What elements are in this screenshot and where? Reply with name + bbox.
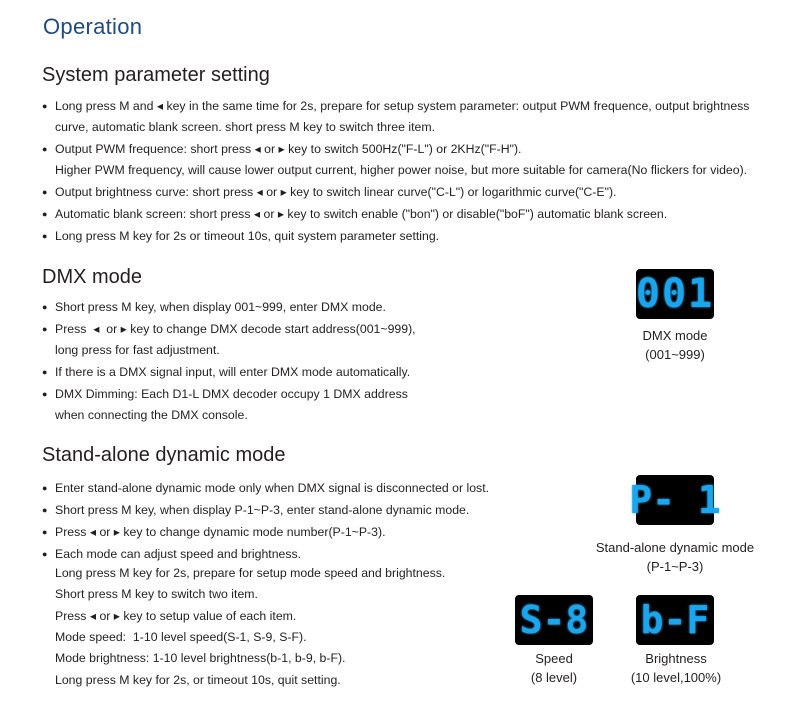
detail-text-line: Short press M key to switch two item. xyxy=(55,587,258,602)
bullet-text-line: Long press M key for 2s or timeout 10s, quit system parameter setting. xyxy=(55,229,440,243)
bullet-dot-icon: ● xyxy=(42,389,48,399)
dmx-display-caption-line2: (001~999) xyxy=(645,347,705,362)
dmx-display-caption-line1: DMX mode xyxy=(642,328,708,343)
bullet-text-line: Each mode can adjust speed and brightness. xyxy=(55,547,302,561)
bullet-text-line: Long press M and ◂ key in the same time for 2s, prepare for setup system parameter: output PWM frequence, output brightness xyxy=(55,99,750,113)
bullet-text-line: Automatic blank screen: short press ◂ or ▸ key to switch enable ("bon") or disable("boF") automatic blank screen. xyxy=(55,207,668,221)
standalone-mode-display-value: P- 1 xyxy=(629,478,721,522)
detail-text-line: Long press M key for 2s, prepare for setup mode speed and brightness. xyxy=(55,566,446,580)
dmx-display xyxy=(636,269,714,319)
bullet-text-line: Press ◂ or ▸ key to change DMX decode start address(001~999), xyxy=(55,322,416,336)
bullet-dot-icon: ● xyxy=(42,231,48,241)
bullet-text-line: Output PWM frequence: short press ◂ or ▸ key to switch 500Hz("F-L") or 2KHz("F-H"). xyxy=(55,142,522,156)
bullet-dot-icon: ● xyxy=(42,101,48,111)
bullet-text-line: Enter stand-alone dynamic mode only when DMX signal is disconnected or lost. xyxy=(55,481,490,495)
bullet-item xyxy=(42,182,777,203)
detail-text-line: Mode brightness: 1-10 level brightness(b-1, b-9, b-F). xyxy=(55,651,346,666)
bullet-dot-icon: ● xyxy=(42,505,48,515)
standalone-mode-caption-line1: Stand-alone dynamic mode xyxy=(595,540,755,555)
bullet-item xyxy=(42,204,777,225)
speed-display xyxy=(515,595,593,645)
bullet-dot-icon: ● xyxy=(42,144,48,154)
bullet-dot-icon: ● xyxy=(42,209,48,219)
bullet-text-line: DMX Dimming: Each D1-L DMX decoder occupy 1 DMX address xyxy=(55,387,408,401)
page-title: Operation xyxy=(43,14,143,39)
dmx-display-caption xyxy=(610,326,740,364)
bullet-item xyxy=(42,362,777,383)
standalone-mode-caption-line2: (P-1~P-3) xyxy=(646,559,704,574)
speed-display-caption xyxy=(504,649,604,687)
system-parameter-heading: System parameter setting xyxy=(42,64,270,86)
bullet-text-line: curve, automatic blank screen. short press M key to switch three item. xyxy=(55,120,435,134)
bullet-dot-icon: ● xyxy=(42,483,48,493)
speed-caption-line2: (8 level) xyxy=(530,670,578,685)
bullet-item xyxy=(42,226,777,247)
brightness-display xyxy=(636,595,714,645)
bullet-text-line: Short press M key, when display 001~999, enter DMX mode. xyxy=(55,300,386,314)
brightness-display-value: b-F xyxy=(640,598,710,642)
bullet-item xyxy=(42,384,777,426)
bullet-dot-icon: ● xyxy=(42,324,48,334)
standalone-mode-display xyxy=(629,475,721,525)
bullet-dot-icon: ● xyxy=(42,187,48,197)
bullet-text-line: Output brightness curve: short press ◂ or ▸ key to switch linear curve("C-L") or logarithmic curve("C-E"). xyxy=(55,185,617,199)
bullet-text-line: Short press M key, when display P-1~P-3, enter stand-alone dynamic mode. xyxy=(55,503,470,517)
brightness-caption-line2: (10 level,100%) xyxy=(630,670,722,685)
bullet-text-line: long press for fast adjustment. xyxy=(55,343,220,357)
speed-display-value: S-8 xyxy=(519,598,589,642)
bullet-dot-icon: ● xyxy=(42,527,48,537)
detail-text-line: Mode speed: 1-10 level speed(S-1, S-9, S-F). xyxy=(55,629,307,644)
bullet-dot-icon: ● xyxy=(42,302,48,312)
brightness-display-caption xyxy=(608,649,744,687)
dmx-mode-heading: DMX mode xyxy=(42,266,143,288)
standalone-mode-heading: Stand-alone dynamic mode xyxy=(42,444,286,466)
bullet-item xyxy=(42,96,777,138)
bullet-item xyxy=(42,139,777,181)
bullet-text-line: when connecting the DMX console. xyxy=(55,408,248,422)
bullet-dot-icon: ● xyxy=(42,367,48,377)
bullet-text-line: Press ◂ or ▸ key to change dynamic mode number(P-1~P-3). xyxy=(55,525,386,539)
bullet-dot-icon: ● xyxy=(42,549,48,559)
brightness-caption-line1: Brightness xyxy=(645,651,707,666)
detail-text-line: Press ◂ or ▸ key to setup value of each item. xyxy=(55,608,297,623)
standalone-mode-display-caption xyxy=(580,538,770,576)
bullet-text-line: If there is a DMX signal input, will enter DMX mode automatically. xyxy=(55,365,411,379)
speed-caption-line1: Speed xyxy=(535,651,573,666)
bullet-text-line: Higher PWM frequency, will cause lower output current, higher power noise, but more suitable for camera(No flickers for video). xyxy=(55,163,748,177)
dmx-display-value: 001 xyxy=(635,271,715,317)
detail-text-line: Long press M key for 2s, or timeout 10s, quit setting. xyxy=(55,672,341,687)
